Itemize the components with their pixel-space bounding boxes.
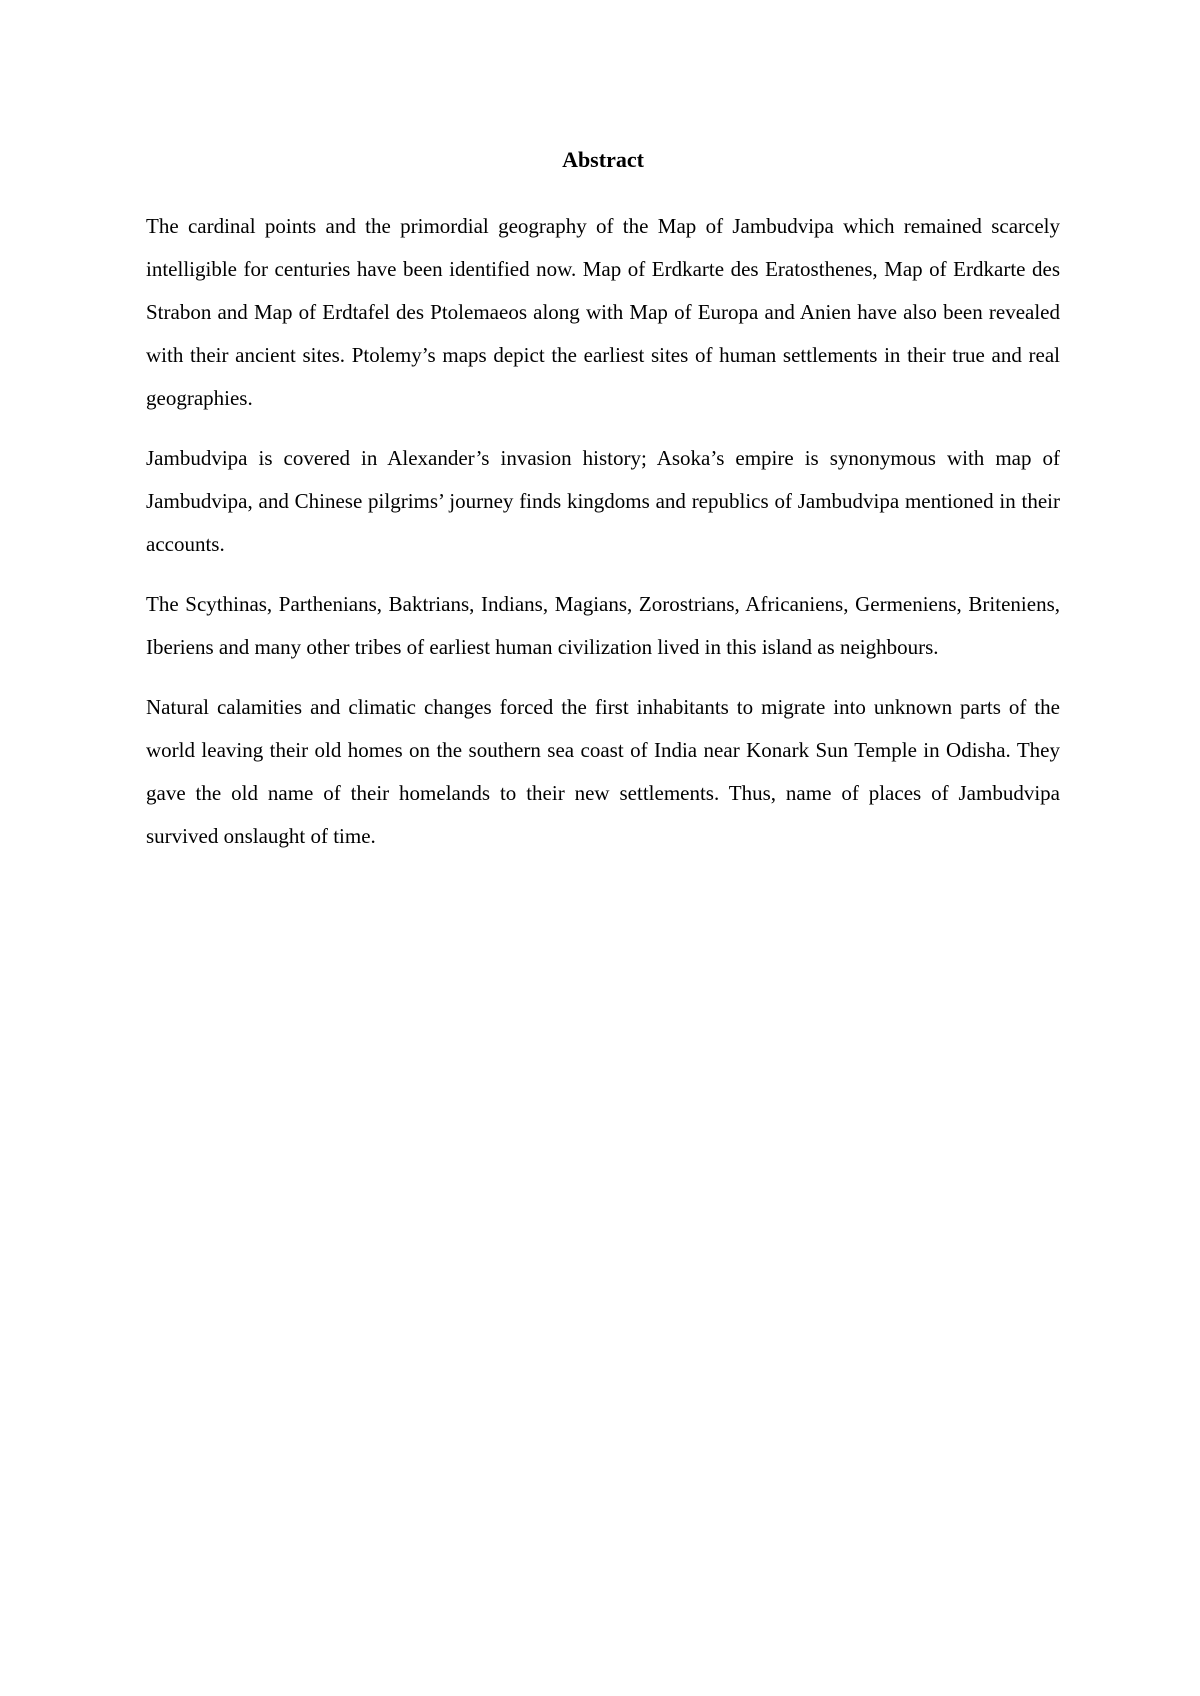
abstract-paragraph-3: The Scythinas, Parthenians, Baktrians, Indians, Magians, Zorostrians, Africaniens, Germeniens, Briteniens, Iberiens and many other tribes of earliest human civilization lived in this island as neighbours. [146,592,1060,659]
abstract-paragraph-2: Jambudvipa is covered in Alexander’s invasion history; Asoka’s empire is synonymous with map of Jambudvipa, and Chinese pilgrims’ journey finds kingdoms and republics of Jambudvipa mentioned in their accounts. [146,446,1060,556]
abstract-body [146,205,1060,875]
abstract-paragraph-4: Natural calamities and climatic changes forced the first inhabitants to migrate into unknown parts of the world leaving their old homes on the southern sea coast of India near Konark Sun Temple in Odisha. They gave the old name of their homelands to their new settlements. Thus, name of places of Jambudvipa survived onslaught of time. [146,695,1060,848]
page-title: Abstract [562,147,644,172]
abstract-paragraph-1: The cardinal points and the primordial geography of the Map of Jambudvipa which remained scarcely intelligible for centuries have been identified now. Map of Erdkarte des Eratosthenes, Map of Erdkarte des Strabon and Map of Erdtafel des Ptolemaeos along with Map of Europa and Anien have also been revealed with their ancient sites. Ptolemy’s maps depict the earliest sites of human settlements in their true and real geographies. [146,214,1060,410]
